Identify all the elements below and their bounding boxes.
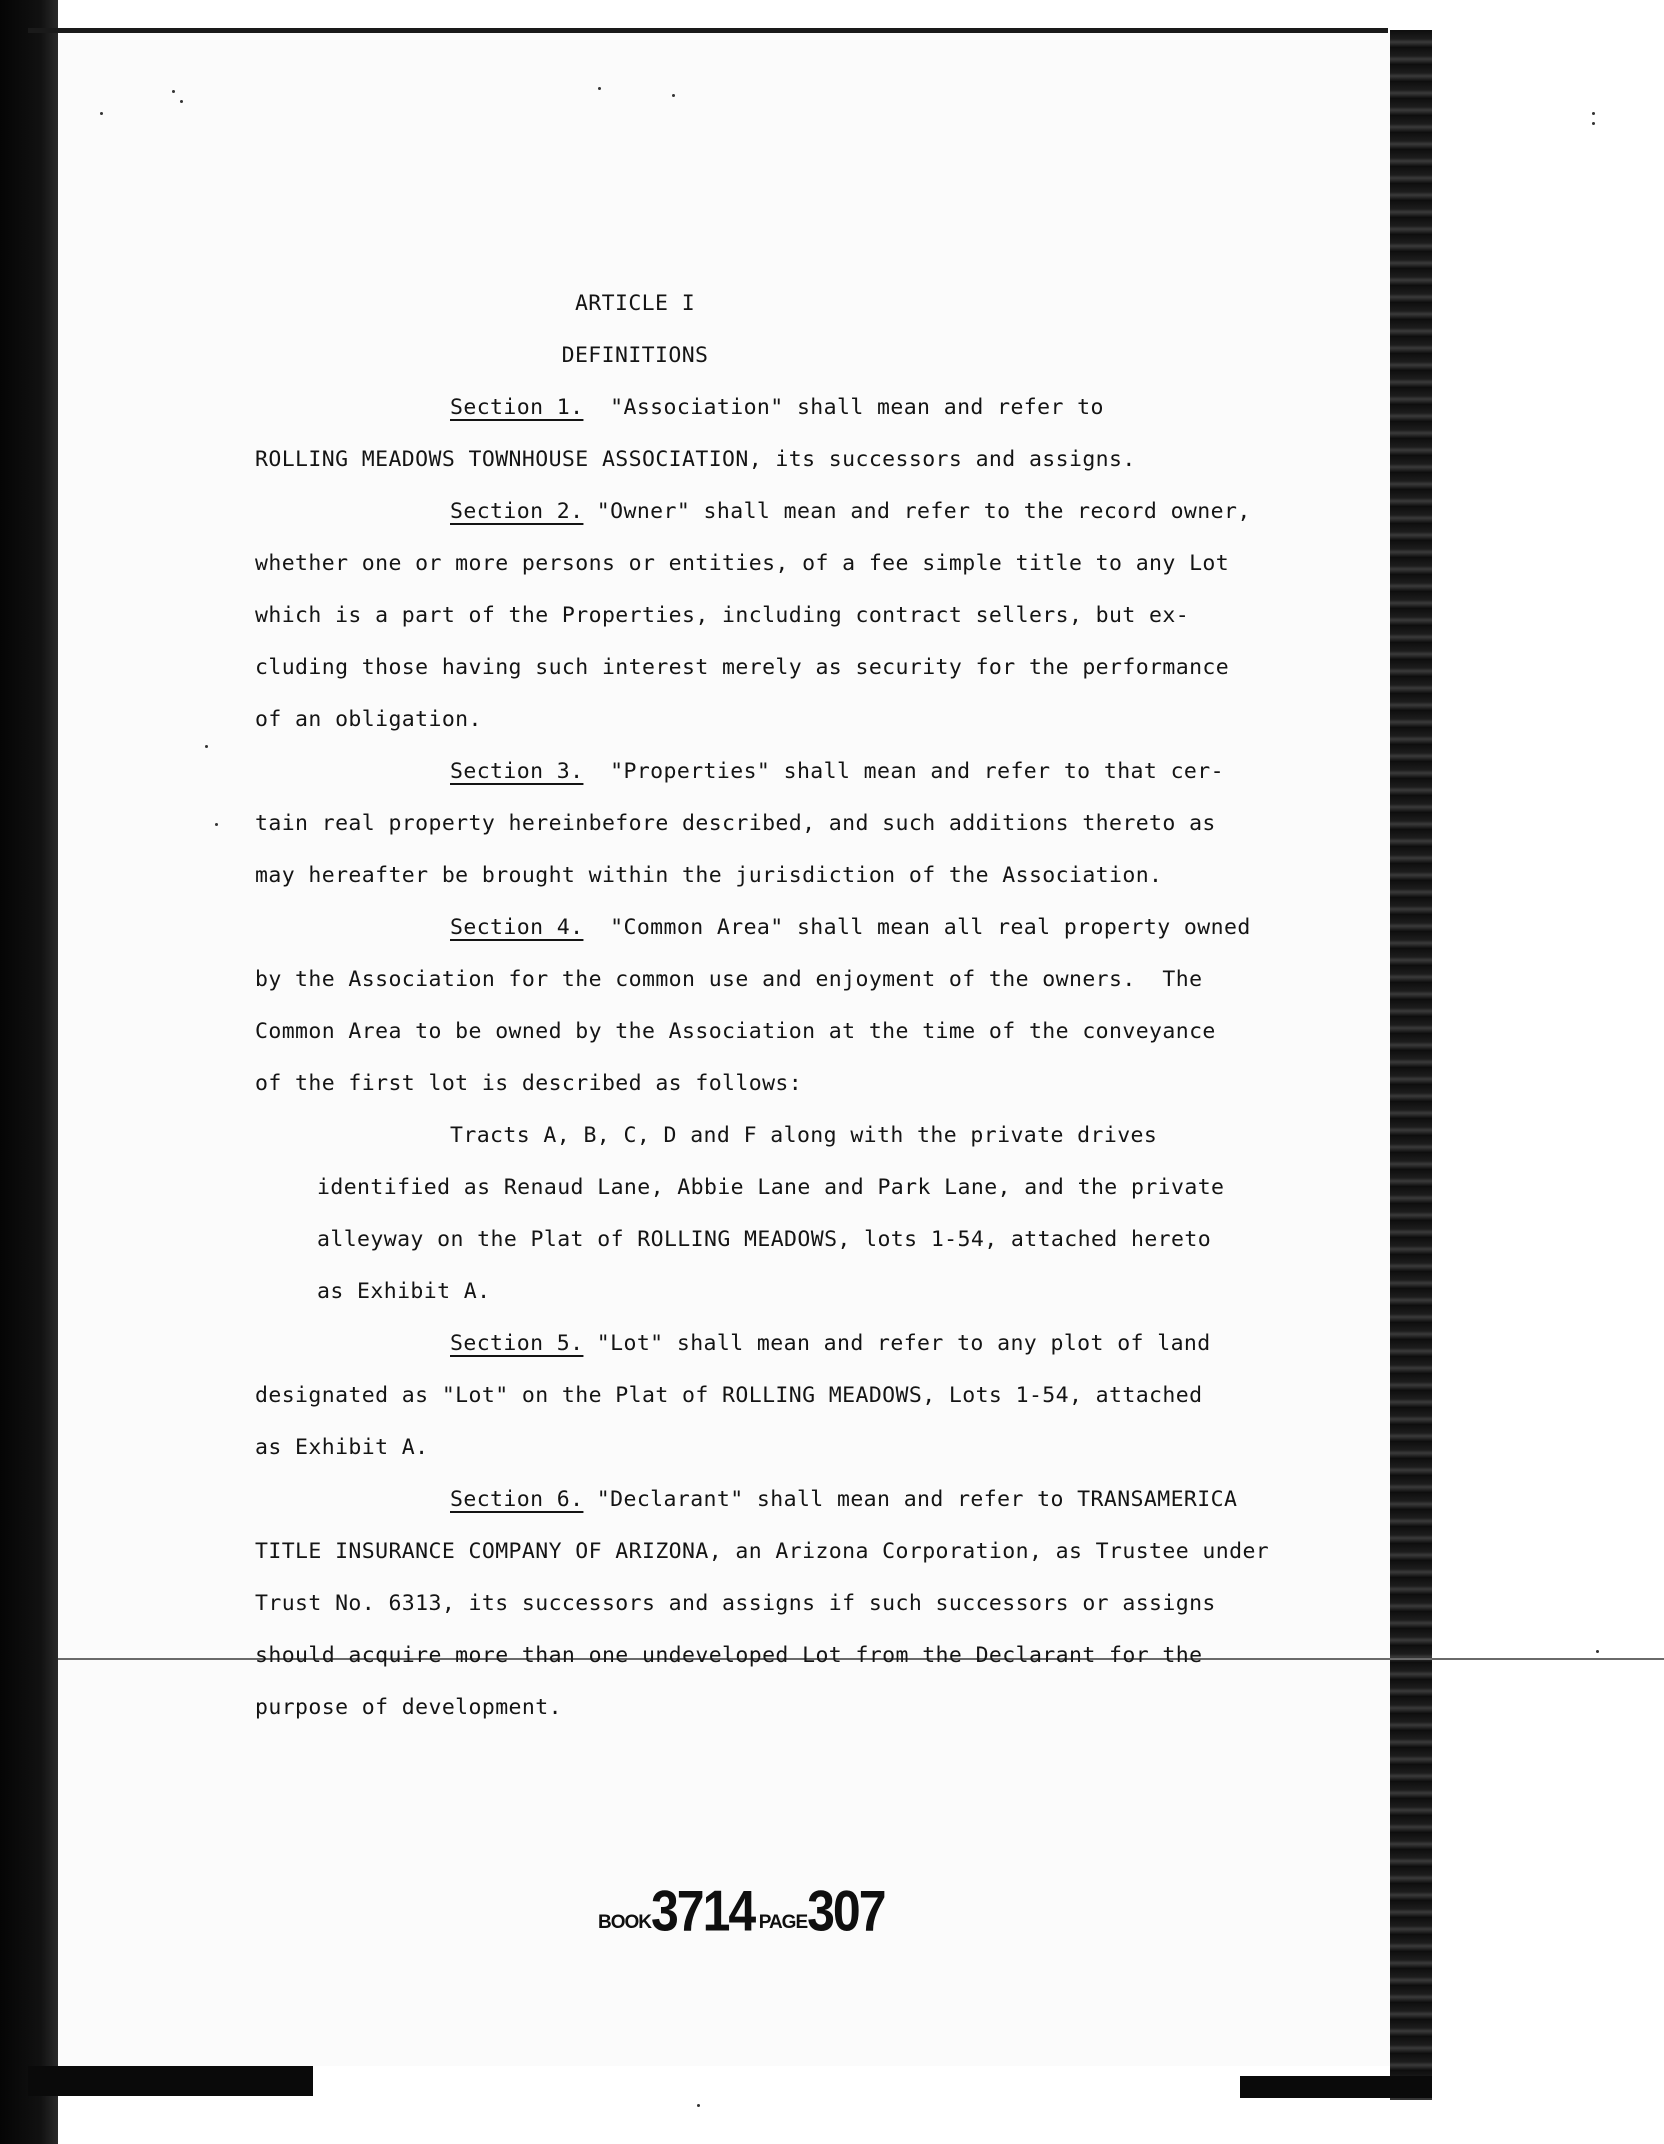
section-3-line: tain real property hereinbefore described, and such additions thereto as	[255, 811, 1216, 836]
section-1-label: Section 1.	[450, 395, 584, 420]
scan-speck	[215, 823, 218, 826]
section-2-line: of an obligation.	[255, 707, 482, 732]
book-page-stamp	[598, 1878, 885, 1944]
section-6-line: should acquire more than one undeveloped Lot from the Declarant for the	[255, 1643, 1203, 1668]
scan-speck	[205, 745, 208, 748]
section-3-line: may hereafter be brought within the jurisdiction of the Association.	[255, 863, 1163, 888]
section-1-line: ROLLING MEADOWS TOWNHOUSE ASSOCIATION, its successors and assigns.	[255, 447, 1136, 472]
section-5-label: Section 5.	[450, 1331, 584, 1356]
section-6-line: TITLE INSURANCE COMPANY OF ARIZONA, an Arizona Corporation, as Trustee under	[255, 1539, 1270, 1564]
scan-bottom-right-edge	[1240, 2076, 1432, 2098]
section-4-text: "Common Area" shall mean all real property owned	[583, 915, 1251, 940]
section-5-first-line	[255, 1318, 1255, 1370]
scan-right-edge	[1390, 30, 1432, 2100]
document-body	[255, 278, 1270, 1734]
stamp-page-number: 307	[807, 1878, 885, 1944]
section-5-line: designated as "Lot" on the Plat of ROLLING MEADOWS, Lots 1-54, attached	[255, 1383, 1203, 1408]
scan-speck	[172, 90, 175, 93]
article-heading: DEFINITIONS	[561, 343, 709, 368]
scan-speck	[180, 100, 183, 103]
section-6-first-line	[255, 1474, 1255, 1526]
scan-left-edge	[0, 0, 58, 2144]
section-4-line: by the Association for the common use and enjoyment of the owners. The	[255, 967, 1203, 992]
section-4-line: of the first lot is described as follows:	[255, 1071, 803, 1096]
scan-speck	[1592, 122, 1595, 125]
section-3-text: "Properties" shall mean and refer to that cer-	[583, 759, 1224, 784]
section-2-line: cluding those having such interest merely as security for the performance	[255, 655, 1230, 680]
section-2-line: whether one or more persons or entities, of a fee simple title to any Lot	[255, 551, 1230, 576]
section-1-first-line	[255, 382, 1255, 434]
section-3-first-line	[255, 746, 1255, 798]
section-4-first-line	[255, 902, 1255, 954]
scan-speck	[598, 87, 601, 90]
section-6-label: Section 6.	[450, 1487, 584, 1512]
section-6-text: "Declarant" shall mean and refer to TRANSAMERICA	[583, 1487, 1238, 1512]
section-2-line: which is a part of the Properties, including contract sellers, but ex-	[255, 603, 1190, 628]
section-2-first-line	[255, 486, 1255, 538]
stamp-book-label: BOOK	[598, 1912, 651, 1933]
section-4-quote-line: Tracts A, B, C, D and F along with the private drives	[450, 1123, 1158, 1148]
section-4-line: Common Area to be owned by the Association at the time of the conveyance	[255, 1019, 1216, 1044]
stamp-book-number: 3714	[651, 1878, 755, 1944]
section-4-quote-line: identified as Renaud Lane, Abbie Lane and Park Lane, and the private	[317, 1175, 1225, 1200]
stamp-page-label: PAGE	[758, 1912, 808, 1933]
section-2-text: "Owner" shall mean and refer to the record owner,	[583, 499, 1251, 524]
section-4-quote-line: alleyway on the Plat of ROLLING MEADOWS, lots 1-54, attached hereto	[317, 1227, 1212, 1252]
section-4-quote-line: as Exhibit A.	[317, 1279, 491, 1304]
section-6-line: Trust No. 6313, its successors and assigns if such successors or assigns	[255, 1591, 1216, 1616]
section-1-text: "Association" shall mean and refer to	[583, 395, 1104, 420]
article-title: ARTICLE I	[574, 291, 696, 316]
section-5-text: "Lot" shall mean and refer to any plot of land	[583, 1331, 1211, 1356]
scan-speck	[672, 94, 675, 97]
scan-speck	[697, 2104, 700, 2107]
section-5-line: as Exhibit A.	[255, 1435, 429, 1460]
scan-bottom-left-edge	[28, 2066, 313, 2096]
section-6-line: purpose of development.	[255, 1695, 562, 1720]
scan-top-edge	[28, 28, 1388, 33]
section-2-label: Section 2.	[450, 499, 584, 524]
section-3-label: Section 3.	[450, 759, 584, 784]
scan-speck	[1596, 1650, 1599, 1653]
scan-speck	[100, 112, 103, 115]
section-4-label: Section 4.	[450, 915, 584, 940]
scan-speck	[1592, 112, 1595, 115]
